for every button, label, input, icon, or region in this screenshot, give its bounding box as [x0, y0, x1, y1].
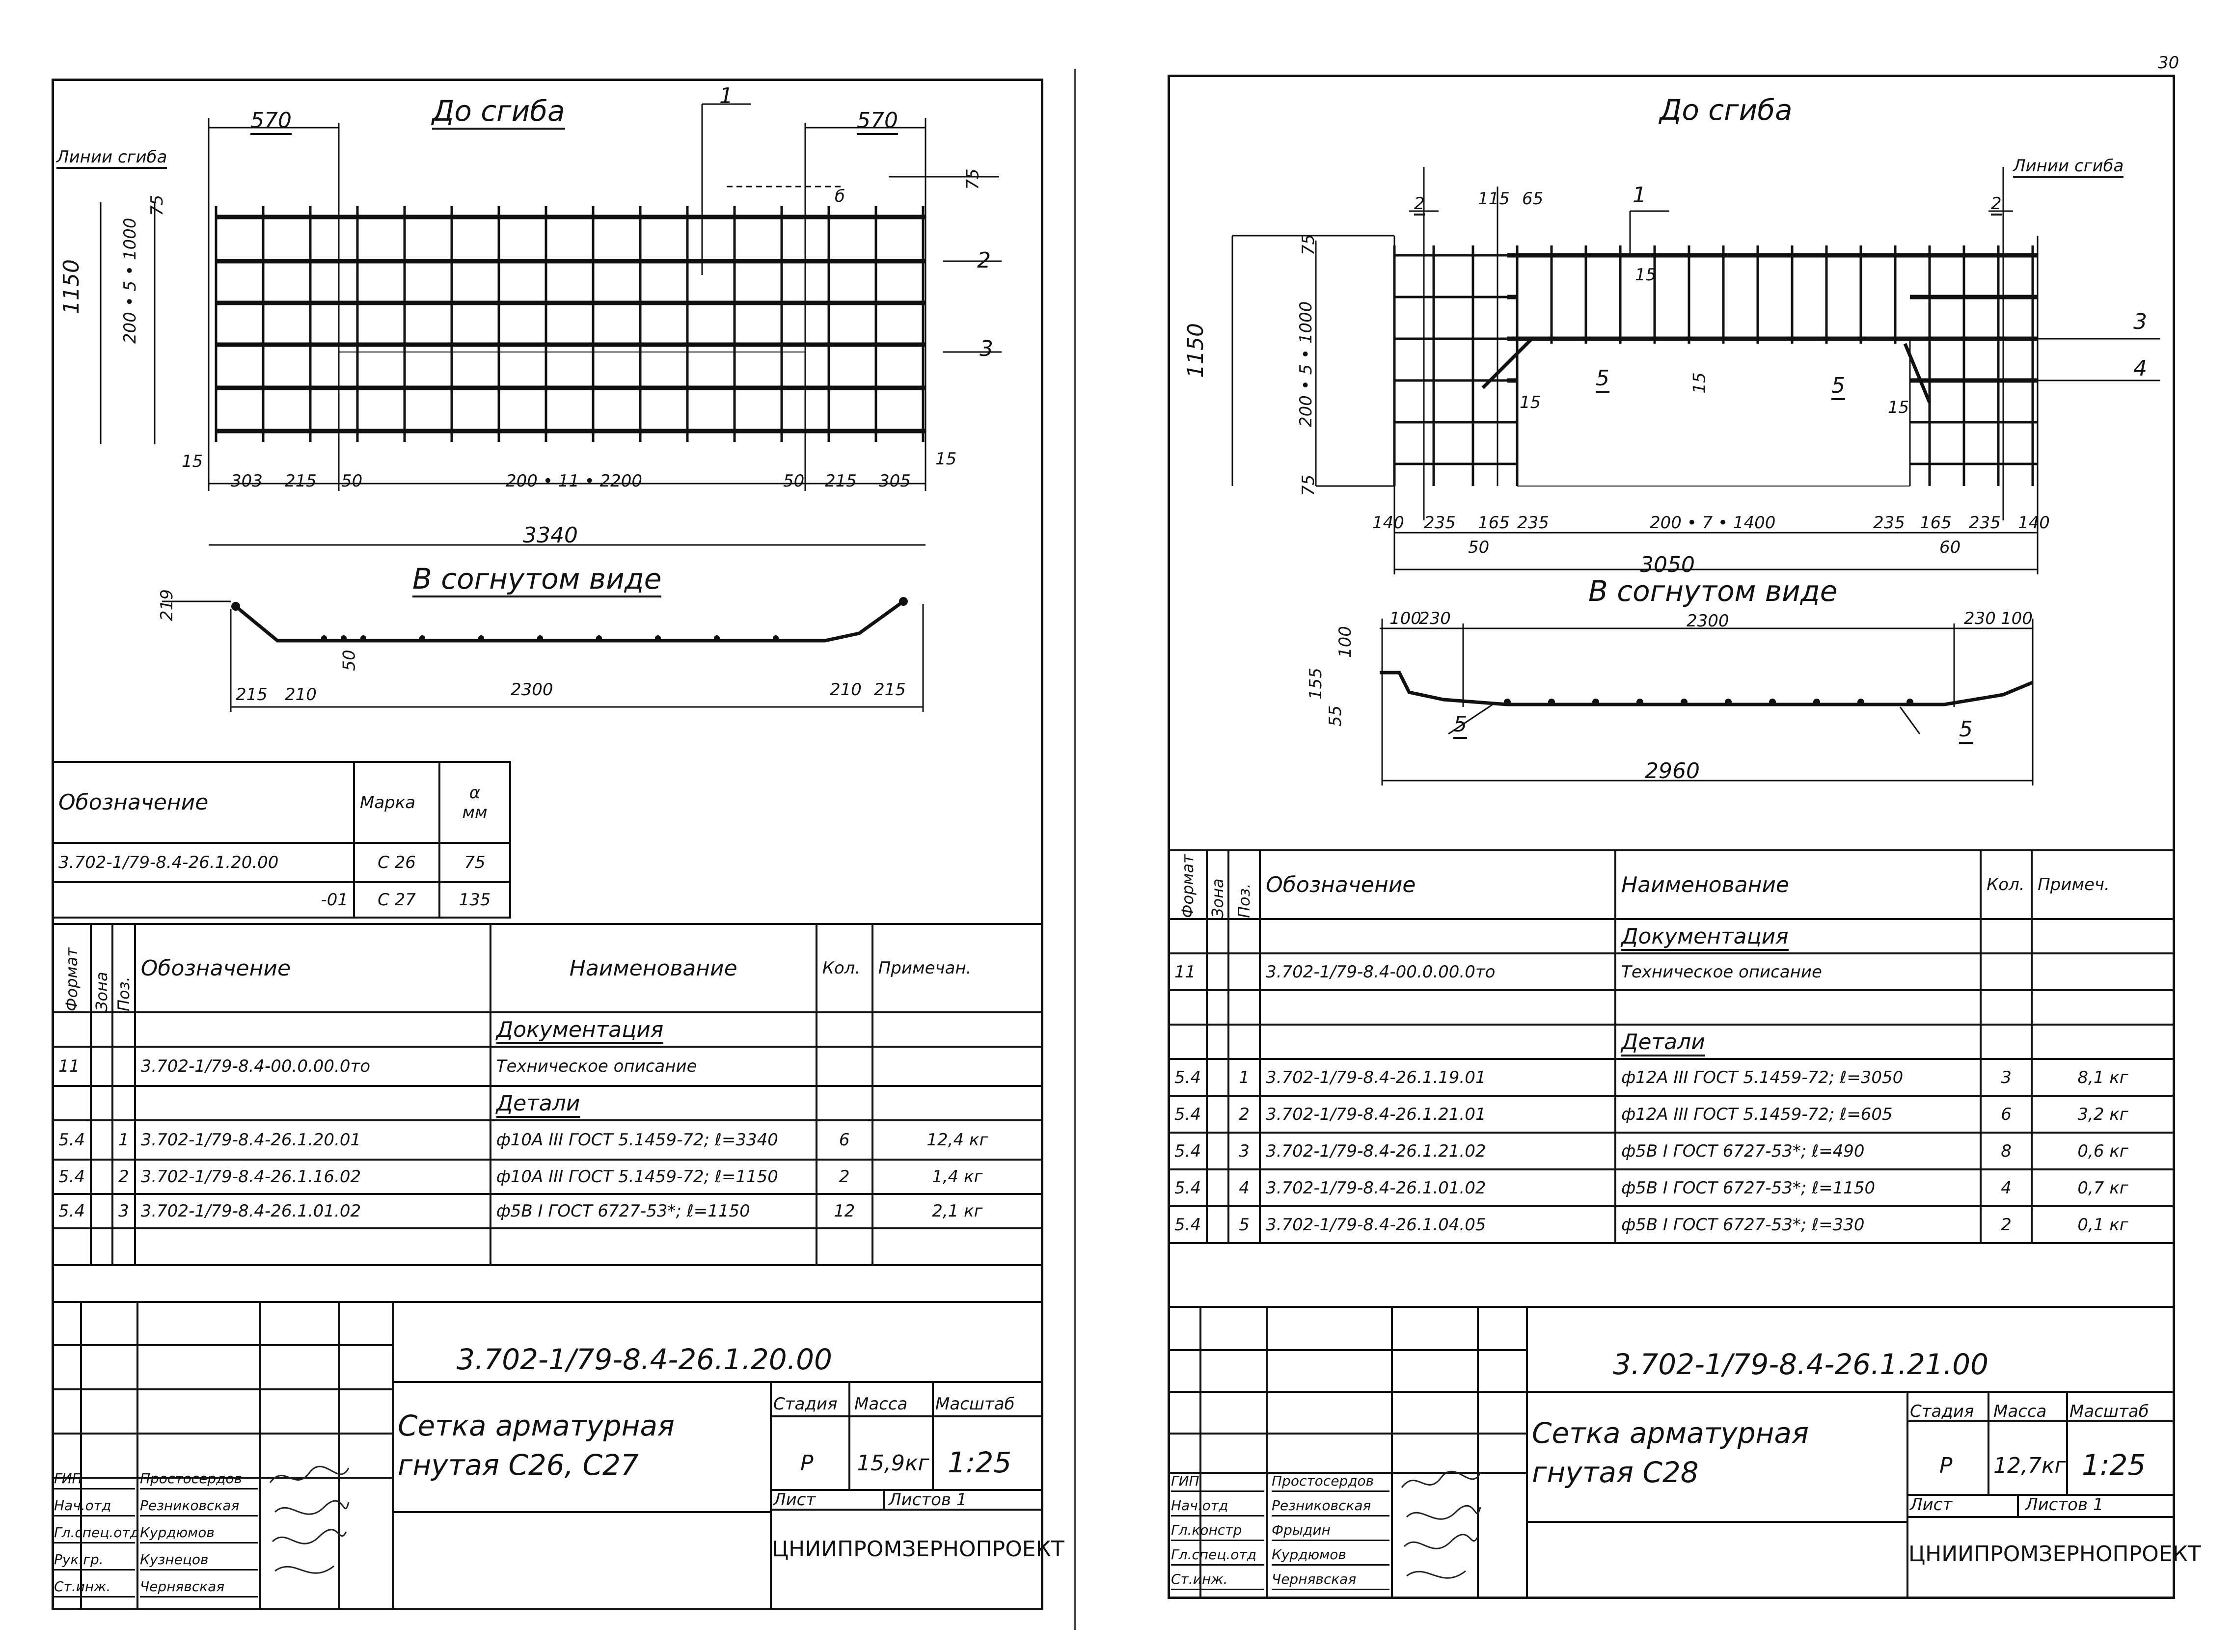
right-bent-dim-2: 2300 [1687, 611, 1729, 631]
right-dim-75b: 75 [1299, 474, 1318, 496]
left-doc-name: Техническое описание [490, 1047, 817, 1086]
left-pos-1: 1 [719, 83, 733, 108]
left-stamp-org: ЦНИИПРОМЗЕРНОПРОЕКТ [772, 1537, 1064, 1562]
right-stamp-stage: Р [1939, 1453, 1953, 1478]
cell: 3 [1228, 1133, 1260, 1169]
right-stamp-scale-label: Масштаб [2070, 1402, 2149, 1421]
right-spec-h-pos: Поз. [1228, 850, 1260, 919]
right-name-2: Фрыдин [1272, 1522, 1389, 1541]
left-dim-b5: 215 [825, 471, 857, 491]
right-dim-b7: 235 [1969, 513, 2001, 533]
right-dim-height: 1150 [1183, 323, 1208, 378]
left-bent-dim-1: 210 [285, 685, 317, 704]
left-bent-dim-0: 215 [236, 685, 268, 704]
left-dim-b1: 215 [285, 471, 317, 491]
left-stamp-sheet-label: Лист [773, 1490, 816, 1510]
cell: ф12А III ГОСТ 5.1459-72; ℓ=3050 [1615, 1059, 1981, 1096]
cell: 4 [1981, 1169, 2032, 1206]
left-bent-dim-5: 50 [339, 650, 359, 671]
right-dim-b9: 50 [1468, 538, 1490, 557]
right-role-1: Нач.отд [1171, 1497, 1264, 1517]
left-mark-r2-a: 135 [439, 882, 510, 918]
cell: 3.702-1/79-8.4-26.1.21.02 [1260, 1133, 1615, 1169]
left-dim-top-right: 570 [857, 108, 898, 135]
right-doc-format: 11 [1169, 953, 1207, 990]
cell: 6 [817, 1120, 872, 1160]
right-bent-pos-5b: 5 [1959, 717, 1973, 744]
right-pos-5b: 5 [1831, 373, 1845, 400]
left-spec-section-doc: Документация [496, 1017, 664, 1044]
cell: 8 [1981, 1133, 2032, 1169]
right-dim-b2: 165 [1478, 513, 1510, 533]
right-total-length: 3050 [1640, 552, 1695, 577]
cell: 3.702-1/79-8.4-26.1.20.01 [135, 1120, 490, 1160]
cell: 2 [1228, 1096, 1260, 1133]
left-dim-top-left: 570 [250, 108, 292, 135]
left-stamp-mass-label: Масса [854, 1394, 908, 1414]
right-role-0: ГИП [1171, 1473, 1264, 1492]
left-pos-b: б [835, 187, 845, 206]
right-spec-section-doc: Документация [1621, 924, 1789, 951]
right-role-4: Ст.инж. [1171, 1571, 1264, 1590]
left-dim-b0: 303 [231, 471, 263, 491]
left-name-0: Простосердов [140, 1470, 258, 1490]
right-dim-b6: 165 [1920, 513, 1952, 533]
right-fold-lines-label: Линии сгиба [2013, 156, 2124, 178]
cell: 5.4 [53, 1160, 91, 1194]
left-spec-h-format: Формат [53, 924, 91, 1012]
left-bent-dim-h: 219 [157, 589, 177, 621]
cell: 0,7 кг [2032, 1169, 2174, 1206]
right-role-3: Гл.спец.отд [1171, 1546, 1264, 1566]
right-dim-b3: 235 [1517, 513, 1549, 533]
cell: 3.702-1/79-8.4-26.1.04.05 [1260, 1206, 1615, 1243]
right-spec-h-name: Наименование [1615, 850, 1981, 919]
cell: ф5В I ГОСТ 6727-53*; ℓ=330 [1615, 1206, 1981, 1243]
right-stamp-mass: 12,7кг [1993, 1453, 2066, 1478]
left-stamp-name-l1: Сетка арматурная [398, 1409, 675, 1442]
left-dim-height: 1150 [59, 259, 84, 314]
right-dim-top-1: 115 [1478, 189, 1510, 209]
right-dim-pitch: 200 • 5 • 1000 [1296, 301, 1316, 427]
left-stamp-stage: Р [800, 1451, 814, 1476]
right-name-4: Чернявская [1272, 1571, 1389, 1590]
right-dim-b10: 60 [1939, 538, 1961, 557]
left-mark-r1-code: 3.702-1/79-8.4-26.1.20.00 [53, 843, 354, 882]
left-name-3: Кузнецов [140, 1551, 258, 1571]
right-name-3: Курдюмов [1272, 1546, 1389, 1566]
left-title-bent: В согнутом виде [412, 562, 661, 597]
cell: 3.702-1/79-8.4-26.1.16.02 [135, 1160, 490, 1194]
cell: 5.4 [1169, 1206, 1207, 1243]
cell: 3.702-1/79-8.4-26.1.19.01 [1260, 1059, 1615, 1096]
left-dim-75: 75 [147, 194, 167, 216]
right-pos-1: 1 [1633, 183, 1646, 208]
right-dim-b5: 235 [1873, 513, 1905, 533]
left-mark-h-alpha: α мм [439, 762, 510, 843]
cell: 5.4 [1169, 1133, 1207, 1169]
cell: 5.4 [1169, 1059, 1207, 1096]
left-role-0: ГИП [54, 1470, 135, 1490]
left-total-length: 3340 [523, 523, 578, 548]
left-mark-h-mark: Марка [354, 762, 439, 843]
left-stamp-scale: 1:25 [948, 1446, 1012, 1479]
right-signatures [1397, 1468, 1485, 1596]
left-spec-h-pos: Поз. [112, 924, 135, 1012]
cell: 2 [112, 1160, 135, 1194]
left-role-1: Нач.отд [54, 1497, 135, 1517]
cell: 2 [1981, 1206, 2032, 1243]
right-stamp-mass-label: Масса [1993, 1402, 2047, 1421]
right-dim-in-3: 15 [1635, 265, 1657, 285]
right-bent-dim-7: 55 [1326, 705, 1345, 727]
left-bent-dim-2: 2300 [511, 680, 553, 700]
cell: 2 [817, 1160, 872, 1194]
left-spec-h-note: Примечан. [872, 924, 1042, 1012]
right-dim-b1: 235 [1424, 513, 1456, 533]
right-bent-dim-3: 230 [1964, 609, 1996, 628]
cell: 5.4 [1169, 1169, 1207, 1206]
cell: ф5В I ГОСТ 6727-53*; ℓ=1150 [1615, 1169, 1981, 1206]
right-doc-code: 3.702-1/79-8.4-00.0.00.0то [1260, 953, 1615, 990]
left-mark-h-designation: Обозначение [53, 762, 354, 843]
left-bent-dim-4: 215 [874, 680, 906, 700]
right-pos-5a: 5 [1596, 366, 1609, 393]
left-stamp-code: 3.702-1/79-8.4-26.1.20.00 [457, 1343, 832, 1376]
right-title-before-bend: До сгиба [1660, 93, 1793, 127]
cell: 1,4 кг [872, 1160, 1042, 1194]
cell: 5 [1228, 1206, 1260, 1243]
right-spec-h-zone: Зона [1207, 850, 1228, 919]
left-bent-dim-3: 210 [830, 680, 862, 700]
left-title-before-bend: До сгиба [432, 94, 565, 130]
right-doc-name: Техническое описание [1615, 953, 1981, 990]
left-stamp-sheets-label: Листов 1 [889, 1490, 967, 1510]
right-stamp-name-l1: Сетка арматурная [1532, 1416, 1809, 1450]
right-stamp-sheets-label: Листов 1 [2025, 1495, 2104, 1515]
left-dim-b7: 15 [935, 449, 957, 469]
right-dim-b0: 140 [1372, 513, 1404, 533]
left-dim-b6: 305 [879, 471, 911, 491]
cell: 0,1 кг [2032, 1206, 2174, 1243]
left-name-4: Чернявская [140, 1578, 258, 1598]
right-bent-dim-8: 2960 [1645, 758, 1700, 784]
cell: 0,6 кг [2032, 1133, 2174, 1169]
left-stamp-scale-label: Масштаб [935, 1394, 1015, 1414]
cell: 3 [1981, 1059, 2032, 1096]
cell: 12,4 кг [872, 1120, 1042, 1160]
cell: 1 [112, 1120, 135, 1160]
right-name-1: Резниковская [1272, 1497, 1389, 1517]
cell: 4 [1228, 1169, 1260, 1206]
cell: 8,1 кг [2032, 1059, 2174, 1096]
right-stamp-org: ЦНИИПРОМЗЕРНОПРОЕКТ [1908, 1542, 2201, 1567]
cell: 5.4 [53, 1120, 91, 1160]
left-name-2: Курдюмов [140, 1524, 258, 1544]
left-dim-b3: 200 • 11 • 2200 [506, 471, 643, 491]
right-spec-section-parts: Детали [1621, 1029, 1705, 1056]
left-spec-h-qty: Кол. [817, 924, 872, 1012]
cell: ф10А III ГОСТ 5.1459-72; ℓ=1150 [490, 1160, 817, 1194]
left-spec-section-parts: Детали [496, 1091, 580, 1118]
left-spec-h-zone: Зона [91, 924, 112, 1012]
left-mark-r2-code: -01 [53, 882, 354, 918]
left-pos-2: 2 [977, 248, 991, 273]
left-spec-h-name: Наименование [490, 924, 817, 1012]
cell: 3.702-1/79-8.4-26.1.21.01 [1260, 1096, 1615, 1133]
left-mark-r1-mark: С 26 [354, 843, 439, 882]
right-stamp-name-l2: гнутая С28 [1532, 1456, 1699, 1489]
cell: 1 [1228, 1059, 1260, 1096]
cell: 3.702-1/79-8.4-26.1.01.02 [135, 1194, 490, 1228]
right-bent-dim-1: 230 [1419, 609, 1451, 628]
right-dim-b8: 140 [2018, 513, 2050, 533]
cell: 12 [817, 1194, 872, 1228]
right-bent-dim-4: 100 [2001, 609, 2033, 628]
cell: ф12А III ГОСТ 5.1459-72; ℓ=605 [1615, 1096, 1981, 1133]
left-fold-lines-label: Линии сгиба [56, 147, 167, 169]
right-dim-in-0: 15 [1520, 393, 1541, 412]
left-dim-b4: 50 [783, 471, 805, 491]
left-dim-b2: 50 [341, 471, 363, 491]
right-spec-h-designation: Обозначение [1260, 850, 1615, 919]
right-name-0: Простосердов [1272, 1473, 1389, 1492]
right-dim-top-3: 2 [1991, 194, 2002, 216]
right-role-2: Гл.констр [1171, 1522, 1264, 1541]
right-dim-b4: 200 • 7 • 1400 [1650, 513, 1776, 533]
cell: 6 [1981, 1096, 2032, 1133]
left-stamp-mass: 15,9кг [857, 1451, 929, 1476]
right-spec-h-format: Формат [1169, 850, 1207, 919]
right-bent-dim-0: 100 [1389, 609, 1421, 628]
left-role-2: Гл.спец.отд [54, 1524, 135, 1544]
cell: 5.4 [1169, 1096, 1207, 1133]
right-bent-dim-6: 155 [1306, 668, 1326, 700]
right-dim-top-0: 2 [1414, 194, 1425, 216]
right-dim-in-2: 15 [1888, 398, 1909, 417]
right-bent-dim-5: 100 [1335, 626, 1355, 658]
left-name-1: Резниковская [140, 1497, 258, 1517]
right-spec-h-qty: Кол. [1981, 850, 2032, 919]
left-mark-r2-mark: С 27 [354, 882, 439, 918]
right-stamp-stage-label: Стадия [1910, 1402, 1974, 1421]
left-dim-pitch: 200 • 5 • 1000 [120, 217, 140, 344]
cell: ф5В I ГОСТ 6727-53*; ℓ=1150 [490, 1194, 817, 1228]
cell: 3,2 кг [2032, 1096, 2174, 1133]
right-bent-pos-5a: 5 [1453, 712, 1467, 739]
left-dim-15: 15 [182, 452, 203, 471]
left-stamp-stage-label: Стадия [773, 1394, 838, 1414]
cell: 2,1 кг [872, 1194, 1042, 1228]
left-pos-3: 3 [980, 336, 993, 361]
left-stamp-name-l2: гнутая С26, С27 [398, 1448, 639, 1482]
left-mark-r1-a: 75 [439, 843, 510, 882]
cell: 3 [112, 1194, 135, 1228]
right-stamp-code: 3.702-1/79-8.4-26.1.21.00 [1613, 1348, 1988, 1381]
left-doc-format: 11 [53, 1047, 91, 1086]
right-dim-in-1: 15 [1689, 372, 1710, 394]
right-pos-4: 4 [2133, 356, 2147, 381]
right-spec-h-note: Примеч. [2032, 850, 2174, 919]
cell: ф5В I ГОСТ 6727-53*; ℓ=490 [1615, 1133, 1981, 1169]
left-role-3: Рук.гр. [54, 1551, 135, 1571]
right-dim-top-2: 65 [1522, 189, 1544, 209]
page-number: 30 [2158, 53, 2179, 73]
right-stamp-scale: 1:25 [2082, 1448, 2146, 1482]
right-stamp-sheet-label: Лист [1910, 1495, 1953, 1515]
left-dim-top-75: 75 [963, 168, 983, 190]
left-doc-code: 3.702-1/79-8.4-00.0.00.0то [135, 1047, 490, 1086]
cell: 5.4 [53, 1194, 91, 1228]
right-dim-75a: 75 [1299, 234, 1318, 255]
right-pos-3: 3 [2133, 309, 2147, 334]
left-role-4: Ст.инж. [54, 1578, 135, 1598]
cell: ф10А III ГОСТ 5.1459-72; ℓ=3340 [490, 1120, 817, 1160]
cell: 3.702-1/79-8.4-26.1.01.02 [1260, 1169, 1615, 1206]
left-spec-h-designation: Обозначение [135, 924, 490, 1012]
right-title-bent: В согнутом виде [1588, 574, 1838, 608]
